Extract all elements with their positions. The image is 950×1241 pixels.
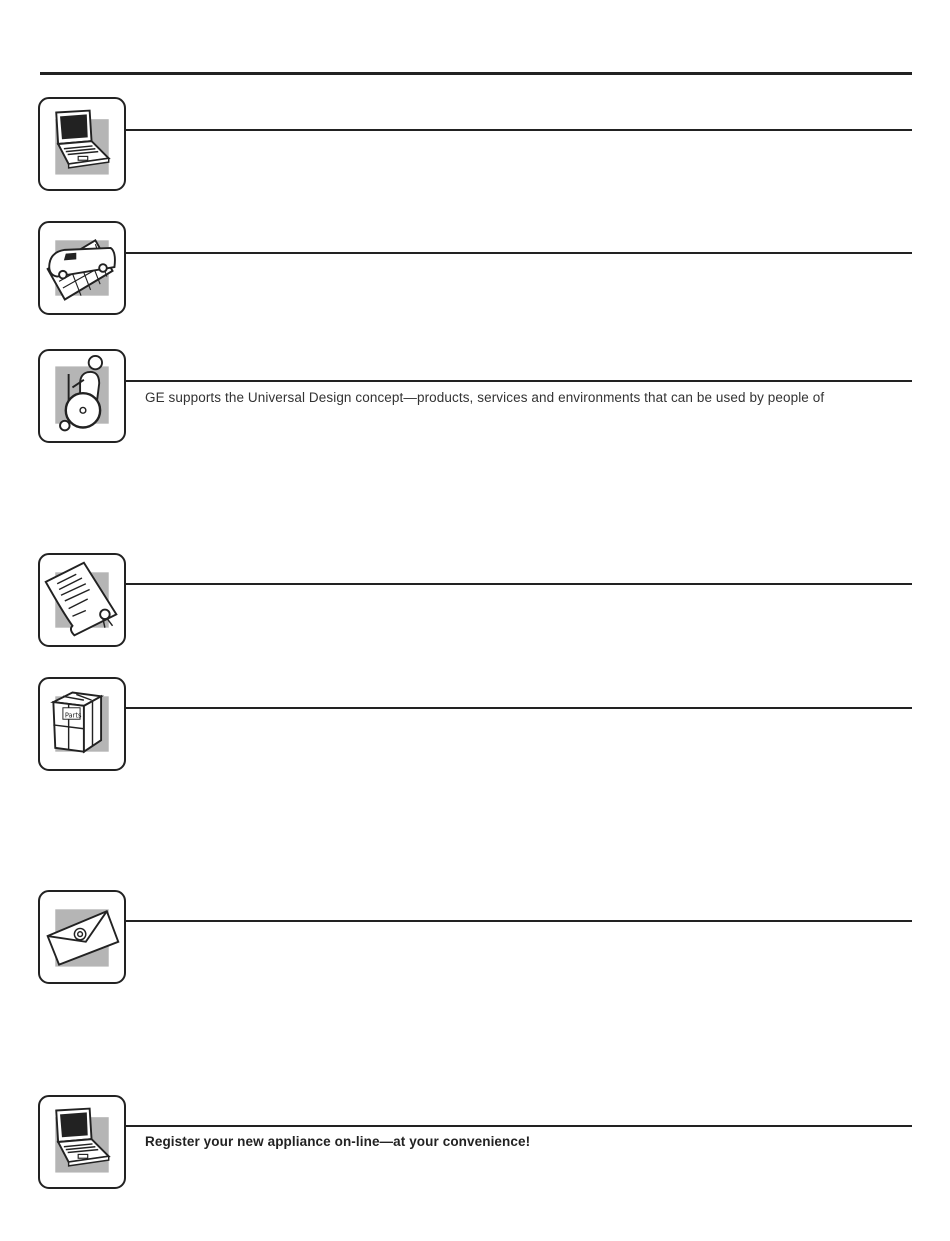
laptop-icon: [38, 97, 126, 191]
section-rule: [126, 380, 912, 382]
section-rule: [126, 583, 912, 585]
certificate-icon: [38, 553, 126, 647]
laptop-icon: [38, 1095, 126, 1189]
top-rule: [40, 72, 912, 75]
svg-text:Parts: Parts: [64, 711, 82, 720]
wheelchair-icon: [38, 349, 126, 443]
section-rule: [126, 920, 912, 922]
section-text: GE supports the Universal Design concept—products, services and environments that can be used by people of: [145, 390, 825, 405]
section-rule: [126, 1125, 912, 1127]
section-rule: [126, 252, 912, 254]
email-envelope-icon: [38, 890, 126, 984]
section-rule: [126, 129, 912, 131]
section-rule: [126, 707, 912, 709]
parts-box-icon: [38, 677, 126, 771]
delivery-van-calendar-icon: [38, 221, 126, 315]
register-text: Register your new appliance on-line—at your convenience!: [145, 1134, 531, 1149]
